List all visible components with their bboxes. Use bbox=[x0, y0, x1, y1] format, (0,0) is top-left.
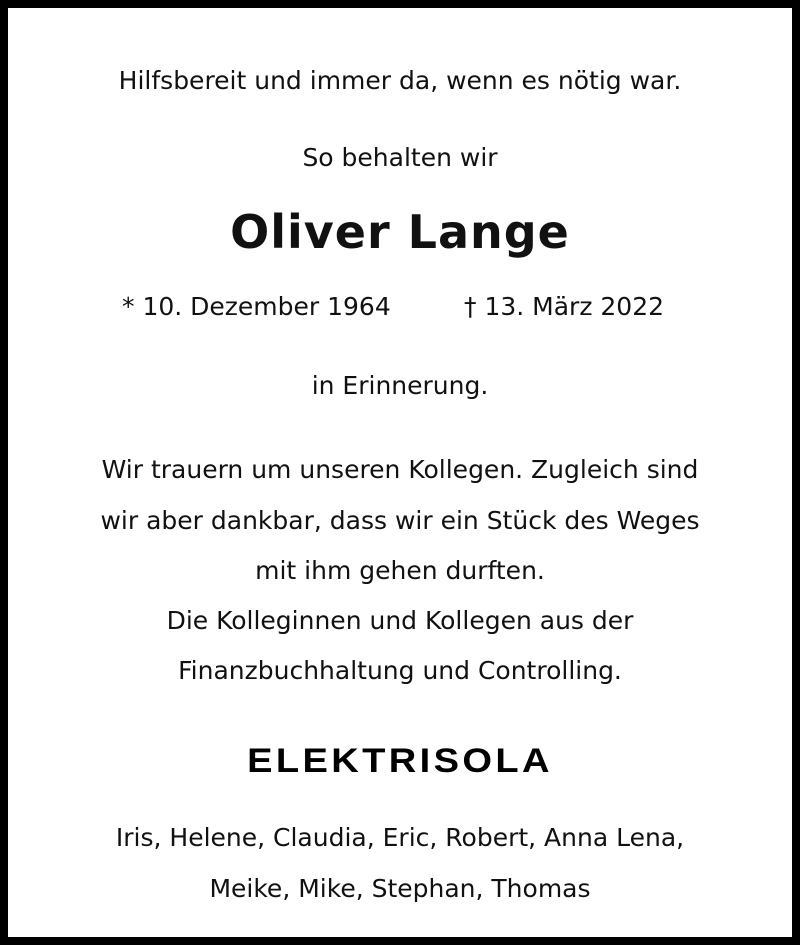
message-line: Wir trauern um unseren Kollegen. Zugleich sind bbox=[101, 455, 699, 484]
company-logo: ELEKTRISOLA bbox=[247, 742, 553, 780]
lead-text: So behalten wir bbox=[302, 143, 498, 172]
message-line: wir aber dankbar, dass wir ein Stück des Weges bbox=[100, 506, 700, 535]
intro-text: Hilfsbereit und immer da, wenn es nötig war. bbox=[118, 66, 682, 95]
signatories-line: Meike, Mike, Stephan, Thomas bbox=[209, 874, 591, 903]
remembrance-text: in Erinnerung. bbox=[311, 371, 489, 400]
birth-date: * 10. Dezember 1964 bbox=[122, 292, 391, 321]
death-date: † 13. März 2022 bbox=[464, 292, 665, 321]
signatories-line: Iris, Helene, Claudia, Eric, Robert, Anna Lena, bbox=[115, 823, 685, 852]
life-dates bbox=[8, 291, 792, 323]
message-line: Finanzbuchhaltung und Controlling. bbox=[178, 656, 622, 685]
deceased-name: Oliver Lange bbox=[230, 205, 570, 259]
message-line: mit ihm gehen durften. bbox=[255, 556, 545, 585]
message-line: Die Kolleginnen und Kollegen aus der bbox=[166, 606, 634, 635]
